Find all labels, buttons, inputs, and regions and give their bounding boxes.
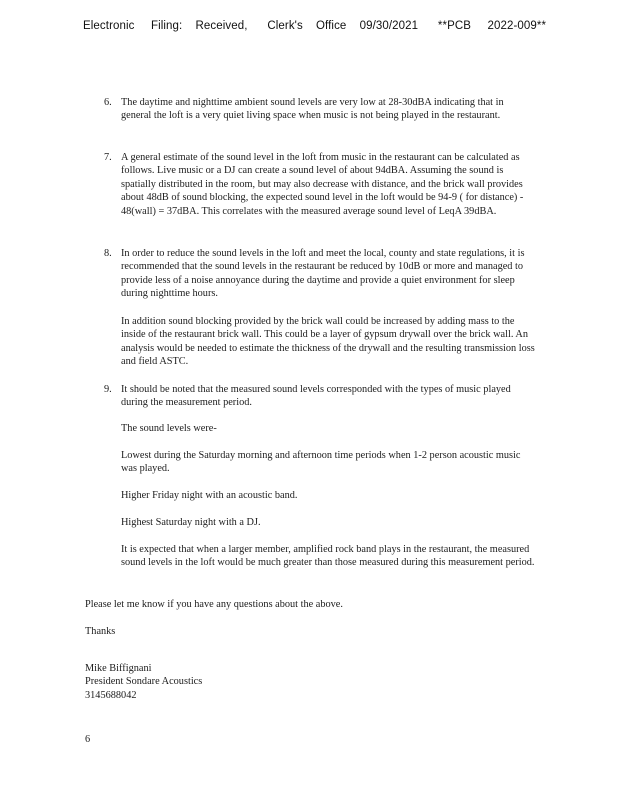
page-number: 6 [85, 734, 91, 745]
list-item-text: In order to reduce the sound levels in the loft and meet the local, county and state regulations, it is recommended that the sound levels in the restaurant be reduced by 10dB or more and managed to provide less of a noise annoyance during the daytime and provide a quiet environment for sleep during nighttime hours. [121, 248, 525, 300]
list-item-text: A general estimate of the sound level in the loft from music in the restaurant can be calculated as follows. Live music or a DJ can create a sound level of about 94dBA. Assuming the sound is spatially distributed in the room, but may also decrease with distance, and the brick wall provides about 48dB of sound blocking, the expected sound level in the loft would be 94-9 ( for distance) - 48(wall) = 37dBA. This correlates with the measured average sound level of LeqA 39dBA. [121, 152, 524, 217]
signature-name: Mike Biffignani [85, 663, 152, 674]
paragraph-thanks: Thanks [85, 626, 116, 637]
list-item-number: 9. [104, 384, 112, 395]
list-item-number: 8. [104, 248, 112, 259]
paragraph-expectation: It is expected that when a larger member, amplified rock band plays in the restaurant, the measured sound levels in the loft would be much greater than those measured during this measurement period. [121, 544, 535, 569]
paragraph-sound-levels: The sound levels were- [121, 423, 217, 434]
signature-title: President Sondare Acoustics [85, 676, 203, 688]
paragraph-questions: Please let me know if you have any questions about the above. [85, 599, 343, 610]
list-item-text: The daytime and nighttime ambient sound levels are very low at 28-30dBA indicating that in general the loft is a very quiet living space when music is not being played in the restaurant. [121, 97, 504, 122]
paragraph-drywall: In addition sound blocking provided by the brick wall could be increased by adding mass to the inside of the restaurant brick wall. This could be a layer of gypsum drywall over the brick wall. An analysis would be needed to estimate the thickness of the drywall and the resulting transmission loss and field ASTC. [121, 316, 535, 368]
list-item-number: 6. [104, 97, 112, 108]
paragraph-higher: Higher Friday night with an acoustic band. [121, 490, 298, 501]
list-item-number: 7. [104, 152, 112, 163]
paragraph-highest: Highest Saturday night with a DJ. [121, 517, 261, 528]
filing-header: Electronic Filing: Received, Clerk's Office 09/30/2021 **PCB 2022-009** [83, 20, 547, 32]
paragraph-lowest: Lowest during the Saturday morning and afternoon time periods when 1-2 person acoustic music was played. [121, 450, 521, 475]
list-item-text: It should be noted that the measured sound levels corresponded with the types of music played during the measurement period. [121, 384, 511, 409]
signature-block [85, 662, 535, 702]
signature-phone: 3145688042 [85, 689, 137, 701]
